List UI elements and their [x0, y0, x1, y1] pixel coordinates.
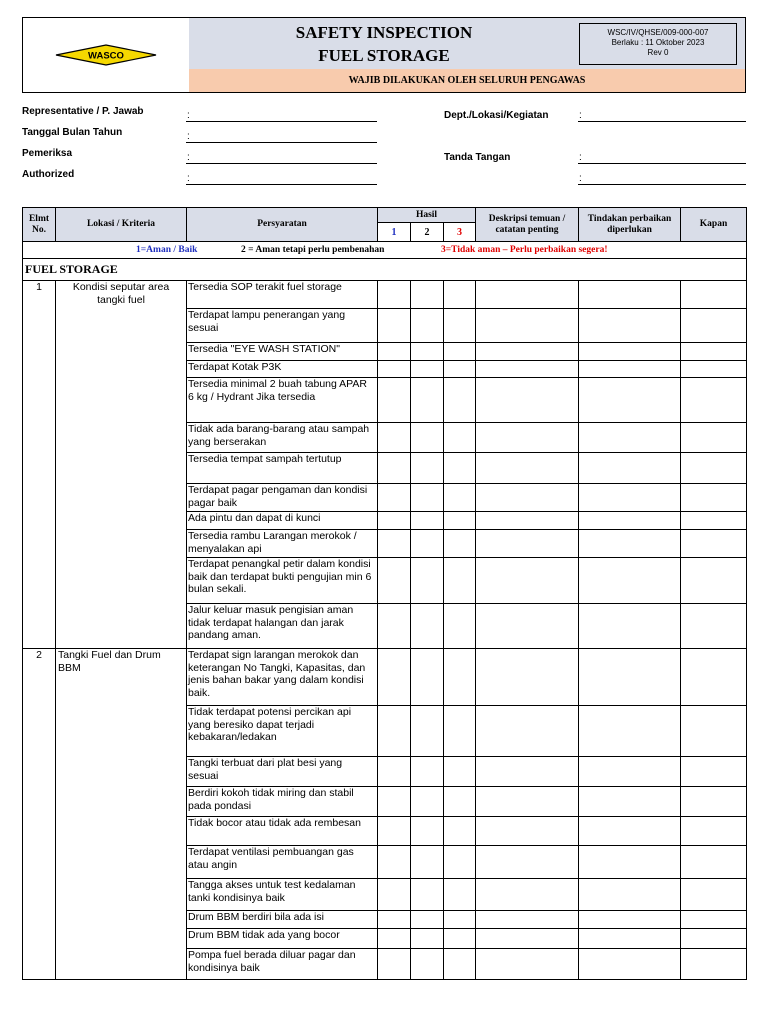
hasil-1-cell[interactable]: [378, 453, 411, 484]
hasil-1-cell[interactable]: [378, 879, 411, 911]
tindakan-cell[interactable]: [579, 361, 681, 378]
deskripsi-cell[interactable]: [476, 484, 579, 512]
representative-field[interactable]: [186, 121, 377, 122]
persyaratan-item: Tangga akses untuk test kedalaman tanki kondisinya baik: [187, 879, 378, 911]
hasil-2-cell[interactable]: [411, 361, 444, 378]
dept-field[interactable]: [578, 121, 746, 122]
hasil-2-cell[interactable]: [411, 949, 444, 980]
hasil-3-cell[interactable]: [444, 423, 476, 453]
table-row: [23, 649, 747, 706]
logo-box: [23, 18, 190, 92]
legend-tidak-aman: 3=Tidak aman – Perlu perbaikan segera!: [441, 244, 608, 255]
hasil-2-cell[interactable]: [411, 309, 444, 343]
deskripsi-cell[interactable]: [476, 846, 579, 879]
hasil-1-cell[interactable]: [378, 949, 411, 980]
tindakan-cell[interactable]: [579, 484, 681, 512]
kapan-cell[interactable]: [681, 929, 747, 949]
header-hasil: Hasil: [378, 208, 476, 223]
kapan-cell[interactable]: [681, 558, 747, 604]
document-number-box: [579, 23, 737, 65]
legend-aman: 1=Aman / Baik: [136, 244, 198, 255]
header-no: Elmt No.: [23, 208, 56, 242]
deskripsi-cell[interactable]: [476, 929, 579, 949]
persyaratan-item: Tersedia minimal 2 buah tabung APAR 6 kg / Hydrant Jika tersedia: [187, 378, 378, 423]
pemeriksa-colon: :: [187, 152, 190, 163]
persyaratan-item: Ada pintu dan dapat di kunci: [187, 512, 378, 530]
hasil-3-cell[interactable]: [444, 706, 476, 757]
persyaratan-item: Jalur keluar masuk pengisian aman tidak terdapat halangan dan jarak pandang aman.: [187, 604, 378, 649]
hasil-3-cell[interactable]: [444, 817, 476, 846]
hasil-3-cell[interactable]: [444, 530, 476, 558]
deskripsi-cell[interactable]: [476, 530, 579, 558]
deskripsi-cell[interactable]: [476, 423, 579, 453]
deskripsi-cell[interactable]: [476, 281, 579, 309]
deskripsi-cell[interactable]: [476, 879, 579, 911]
hasil-3-cell[interactable]: [444, 309, 476, 343]
hasil-3-cell[interactable]: [444, 879, 476, 911]
kapan-cell[interactable]: [681, 484, 747, 512]
tindakan-cell[interactable]: [579, 879, 681, 911]
hasil-2-cell[interactable]: [411, 558, 444, 604]
deskripsi-cell[interactable]: [476, 649, 579, 706]
hasil-1-cell[interactable]: [378, 378, 411, 423]
hasil-1-cell[interactable]: [378, 787, 411, 817]
form-subtitle: WAJIB DILAKUKAN OLEH SELURUH PENGAWAS: [189, 69, 745, 92]
hasil-3-cell[interactable]: [444, 649, 476, 706]
deskripsi-cell[interactable]: [476, 706, 579, 757]
tindakan-cell[interactable]: [579, 378, 681, 423]
pemeriksa-field[interactable]: [186, 163, 377, 164]
hasil-3-cell[interactable]: [444, 378, 476, 423]
persyaratan-item: Tidak terdapat potensi percikan api yang beresiko dapat terjadi kebakaran/ledakan: [187, 706, 378, 757]
form-title: [189, 21, 579, 67]
deskripsi-cell[interactable]: [476, 604, 579, 649]
hasil-1-cell[interactable]: [378, 706, 411, 757]
kapan-cell[interactable]: [681, 706, 747, 757]
hasil-3-cell[interactable]: [444, 453, 476, 484]
deskripsi-cell[interactable]: [476, 378, 579, 423]
tindakan-cell[interactable]: [579, 558, 681, 604]
tindakan-cell[interactable]: [579, 817, 681, 846]
kapan-cell[interactable]: [681, 817, 747, 846]
section-title: FUEL STORAGE: [23, 259, 747, 281]
persyaratan-item: Tersedia tempat sampah tertutup: [187, 453, 378, 484]
lokasi-kriteria: Kondisi seputar area tangki fuel: [56, 281, 187, 649]
deskripsi-cell[interactable]: [476, 787, 579, 817]
hasil-3-cell[interactable]: [444, 512, 476, 530]
tindakan-cell[interactable]: [579, 512, 681, 530]
tindakan-cell[interactable]: [579, 281, 681, 309]
tanda-tangan-colon: :: [579, 152, 582, 163]
tanggal-colon: :: [187, 131, 190, 142]
kapan-cell[interactable]: [681, 361, 747, 378]
element-number: 1: [23, 281, 56, 649]
wasco-logo: [54, 44, 158, 66]
tindakan-cell[interactable]: [579, 757, 681, 787]
hasil-1-cell[interactable]: [378, 817, 411, 846]
hasil-1-cell[interactable]: [378, 343, 411, 361]
hasil-3-cell[interactable]: [444, 281, 476, 309]
hasil-3-cell[interactable]: [444, 846, 476, 879]
pemeriksa-label: Pemeriksa: [22, 148, 73, 159]
deskripsi-cell[interactable]: [476, 817, 579, 846]
persyaratan-item: Tersedia SOP terakit fuel storage: [187, 281, 378, 309]
deskripsi-cell[interactable]: [476, 361, 579, 378]
hasil-2-cell[interactable]: [411, 817, 444, 846]
header-hasil-3: 3: [444, 223, 476, 242]
hasil-3-cell[interactable]: [444, 604, 476, 649]
deskripsi-cell[interactable]: [476, 949, 579, 980]
persyaratan-item: Terdapat penangkal petir dalam kondisi baik dan terdapat bukti pengujian min 6 bulan sekali.: [187, 558, 378, 604]
extra-colon: :: [579, 173, 582, 184]
title-line-2: FUEL STORAGE: [318, 46, 450, 65]
authorized-label: Authorized: [22, 169, 75, 180]
kapan-cell[interactable]: [681, 423, 747, 453]
persyaratan-item: Tidak bocor atau tidak ada rembesan: [187, 817, 378, 846]
dept-colon: :: [579, 110, 582, 121]
tindakan-cell[interactable]: [579, 929, 681, 949]
hasil-1-cell[interactable]: [378, 757, 411, 787]
hasil-1-cell[interactable]: [378, 423, 411, 453]
deskripsi-cell[interactable]: [476, 343, 579, 361]
persyaratan-item: Terdapat Kotak P3K: [187, 361, 378, 378]
title-line-1: SAFETY INSPECTION: [295, 23, 473, 42]
persyaratan-item: Tersedia rambu Larangan merokok / menyalakan api: [187, 530, 378, 558]
hasil-3-cell[interactable]: [444, 949, 476, 980]
hasil-2-cell[interactable]: [411, 423, 444, 453]
kapan-cell[interactable]: [681, 757, 747, 787]
persyaratan-item: Berdiri kokoh tidak miring dan stabil pada pondasi: [187, 787, 378, 817]
hasil-2-cell[interactable]: [411, 512, 444, 530]
tindakan-cell[interactable]: [579, 423, 681, 453]
tindakan-cell[interactable]: [579, 343, 681, 361]
kapan-cell[interactable]: [681, 846, 747, 879]
doc-revision: Rev 0: [647, 48, 669, 57]
hasil-2-cell[interactable]: [411, 846, 444, 879]
deskripsi-cell[interactable]: [476, 558, 579, 604]
legend-perlu-pembenahan: 2 = Aman tetapi perlu pembenahan: [241, 244, 385, 255]
hasil-1-cell[interactable]: [378, 484, 411, 512]
hasil-2-cell[interactable]: [411, 281, 444, 309]
persyaratan-item: Terdapat pagar pengaman dan kondisi pagar baik: [187, 484, 378, 512]
tindakan-cell[interactable]: [579, 787, 681, 817]
header-hasil-2: 2: [411, 223, 444, 242]
element-number: 2: [23, 649, 56, 980]
title-box: [189, 18, 745, 70]
persyaratan-item: Tangki terbuat dari plat besi yang sesuai: [187, 757, 378, 787]
header-tindakan: Tindakan perbaikan diperlukan: [579, 208, 681, 242]
hasil-1-cell[interactable]: [378, 361, 411, 378]
tanggal-field[interactable]: [186, 142, 377, 143]
legend-row: [23, 242, 747, 259]
tindakan-cell[interactable]: [579, 706, 681, 757]
hasil-1-cell[interactable]: [378, 929, 411, 949]
hasil-1-cell[interactable]: [378, 604, 411, 649]
hasil-3-cell[interactable]: [444, 911, 476, 929]
hasil-1-cell[interactable]: [378, 281, 411, 309]
doc-effective-date: Berlaku : 11 Oktober 2023: [611, 38, 705, 47]
hasil-3-cell[interactable]: [444, 929, 476, 949]
hasil-3-cell[interactable]: [444, 558, 476, 604]
tindakan-cell[interactable]: [579, 309, 681, 343]
hasil-1-cell[interactable]: [378, 846, 411, 879]
tindakan-cell[interactable]: [579, 453, 681, 484]
persyaratan-item: Tidak ada barang-barang atau sampah yang berserakan: [187, 423, 378, 453]
tindakan-cell[interactable]: [579, 949, 681, 980]
hasil-1-cell[interactable]: [378, 558, 411, 604]
hasil-3-cell[interactable]: [444, 757, 476, 787]
kapan-cell[interactable]: [681, 530, 747, 558]
persyaratan-item: Pompa fuel berada diluar pagar dan kondisinya baik: [187, 949, 378, 980]
section-row: [23, 259, 747, 281]
kapan-cell[interactable]: [681, 309, 747, 343]
kapan-cell[interactable]: [681, 343, 747, 361]
authorized-field[interactable]: [186, 184, 377, 185]
tindakan-cell[interactable]: [579, 530, 681, 558]
kapan-cell[interactable]: [681, 649, 747, 706]
persyaratan-item: Terdapat lampu penerangan yang sesuai: [187, 309, 378, 343]
tanda-tangan-field[interactable]: [578, 163, 746, 164]
representative-label: Representative / P. Jawab: [22, 106, 144, 117]
hasil-2-cell[interactable]: [411, 787, 444, 817]
header-kapan: Kapan: [681, 208, 747, 242]
hasil-3-cell[interactable]: [444, 787, 476, 817]
lokasi-kriteria: Tangki Fuel dan Drum BBM: [56, 649, 187, 980]
header-deskripsi: Deskripsi temuan / catatan penting: [476, 208, 579, 242]
hasil-2-cell[interactable]: [411, 757, 444, 787]
logo-text: WASCO: [88, 50, 124, 62]
persyaratan-item: Terdapat sign larangan merokok dan keterangan No Tangki, Kapasitas, dan jenis bahan bakar yang dalam kondisi baik.: [187, 649, 378, 706]
hasil-2-cell[interactable]: [411, 649, 444, 706]
header-hasil-1: 1: [378, 223, 411, 242]
hasil-2-cell[interactable]: [411, 530, 444, 558]
persyaratan-item: Drum BBM tidak ada yang bocor: [187, 929, 378, 949]
header-persyaratan: Persyaratan: [187, 208, 378, 242]
extra-field[interactable]: [578, 184, 746, 185]
doc-number: WSC/IV/QHSE/009-000-007: [607, 28, 709, 37]
kapan-cell[interactable]: [681, 378, 747, 423]
kapan-cell[interactable]: [681, 453, 747, 484]
deskripsi-cell[interactable]: [476, 911, 579, 929]
hasil-2-cell[interactable]: [411, 453, 444, 484]
hasil-2-cell[interactable]: [411, 378, 444, 423]
tindakan-cell[interactable]: [579, 911, 681, 929]
hasil-1-cell[interactable]: [378, 512, 411, 530]
hasil-3-cell[interactable]: [444, 343, 476, 361]
kapan-cell[interactable]: [681, 879, 747, 911]
kapan-cell[interactable]: [681, 949, 747, 980]
header-lokasi: Lokasi / Kriteria: [56, 208, 187, 242]
form-header: [22, 17, 746, 93]
kapan-cell[interactable]: [681, 604, 747, 649]
deskripsi-cell[interactable]: [476, 309, 579, 343]
persyaratan-item: Drum BBM berdiri bila ada isi: [187, 911, 378, 929]
deskripsi-cell[interactable]: [476, 757, 579, 787]
representative-colon: :: [187, 110, 190, 121]
hasil-2-cell[interactable]: [411, 911, 444, 929]
hasil-1-cell[interactable]: [378, 649, 411, 706]
hasil-2-cell[interactable]: [411, 484, 444, 512]
tindakan-cell[interactable]: [579, 649, 681, 706]
hasil-2-cell[interactable]: [411, 343, 444, 361]
inspection-table: [22, 207, 747, 980]
tanggal-label: Tanggal Bulan Tahun: [22, 127, 123, 138]
hasil-1-cell[interactable]: [378, 530, 411, 558]
kapan-cell[interactable]: [681, 787, 747, 817]
dept-label: Dept./Lokasi/Kegiatan: [444, 110, 549, 121]
hasil-2-cell[interactable]: [411, 706, 444, 757]
persyaratan-item: Tersedia "EYE WASH STATION": [187, 343, 378, 361]
hasil-1-cell[interactable]: [378, 309, 411, 343]
tanda-tangan-label: Tanda Tangan: [444, 152, 511, 163]
kapan-cell[interactable]: [681, 911, 747, 929]
hasil-2-cell[interactable]: [411, 604, 444, 649]
hasil-3-cell[interactable]: [444, 361, 476, 378]
hasil-1-cell[interactable]: [378, 911, 411, 929]
tindakan-cell[interactable]: [579, 846, 681, 879]
hasil-2-cell[interactable]: [411, 879, 444, 911]
table-row: [23, 281, 747, 309]
persyaratan-item: Terdapat ventilasi pembuangan gas atau angin: [187, 846, 378, 879]
authorized-colon: :: [187, 173, 190, 184]
deskripsi-cell[interactable]: [476, 512, 579, 530]
kapan-cell[interactable]: [681, 281, 747, 309]
hasil-3-cell[interactable]: [444, 484, 476, 512]
tindakan-cell[interactable]: [579, 604, 681, 649]
kapan-cell[interactable]: [681, 512, 747, 530]
hasil-2-cell[interactable]: [411, 929, 444, 949]
deskripsi-cell[interactable]: [476, 453, 579, 484]
